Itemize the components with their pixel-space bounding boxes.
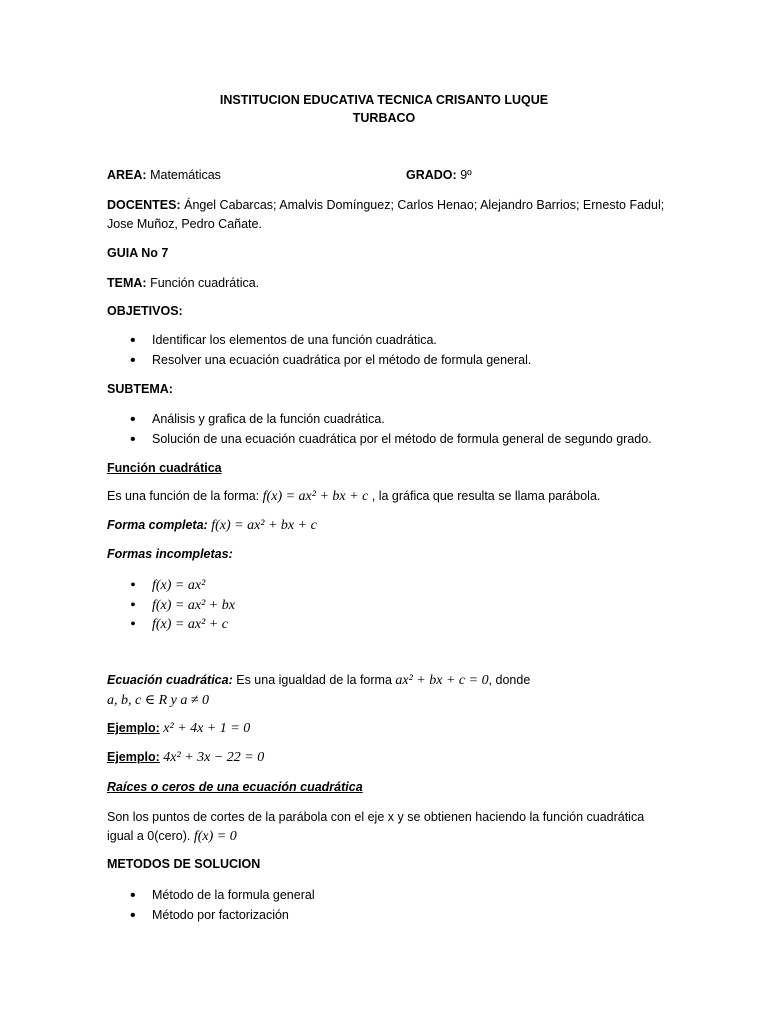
metodos-heading: METODOS DE SOLUCION [107, 857, 261, 871]
area-line [107, 168, 221, 182]
ejemplo-label: Ejemplo: [107, 750, 160, 764]
raices-text-1: Son los puntos de cortes de la parábola con el eje x y se obtienen haciendo la función cuadrática [107, 810, 645, 824]
ecuacion-text: Es una igualdad de la forma [236, 673, 392, 687]
subtema-heading: SUBTEMA: [107, 382, 173, 396]
area-value: Matemáticas [150, 168, 221, 182]
docentes-label: DOCENTES: [107, 198, 181, 212]
guia-number: GUIA No 7 [107, 246, 169, 260]
raices-text-2 [107, 829, 237, 845]
definition-prefix: Es una función de la forma: [107, 489, 260, 503]
raices-prefix: igual a 0(cero). [107, 829, 191, 843]
objetivos-list [130, 331, 531, 370]
list-item: • Método de la formula general [130, 886, 315, 906]
list-item: • f(x) = ax² [130, 576, 235, 596]
list-item: • f(x) = ax² + bx [130, 596, 235, 616]
grado-label: GRADO: [406, 168, 457, 182]
formas-incompletas-label: Formas incompletas: [107, 547, 233, 561]
ecuacion-label: Ecuación cuadrática: [107, 673, 233, 687]
raices-heading: Raíces o ceros de una ecuación cuadrática [107, 780, 363, 794]
funcion-heading: Función cuadrática [107, 461, 222, 475]
ejemplo-formula: 4x² + 3x − 22 = 0 [163, 750, 265, 765]
list-item: • Resolver una ecuación cuadrática por el método de formula general. [130, 351, 531, 371]
definition-suffix: , la gráfica que resulta se llama parábola. [371, 489, 601, 503]
list-item: • f(x) = ax² + c [130, 615, 235, 635]
ejemplo-formula: x² + 4x + 1 = 0 [163, 721, 251, 736]
ecuacion-conditions: a, b, c ∈ R y a ≠ 0 [107, 693, 210, 708]
docentes-names-2: Jose Muñoz, Pedro Cañate. [107, 217, 262, 231]
tema-line [107, 276, 259, 290]
list-item: • Solución de una ecuación cuadrática por el método de formula general de segundo grado. [130, 430, 652, 450]
raices-formula: f(x) = 0 [193, 829, 237, 844]
formas-incompletas-list [130, 576, 235, 635]
list-item: • Análisis y grafica de la función cuadrática. [130, 410, 652, 430]
metodos-list [130, 886, 315, 925]
grado-line [406, 168, 472, 182]
ejemplo-label: Ejemplo: [107, 721, 160, 735]
list-item: • Método por factorización [130, 906, 315, 926]
grado-value: 9º [460, 168, 472, 182]
definition-formula: f(x) = ax² + bx + c [262, 489, 369, 504]
ejemplo-1 [107, 721, 250, 737]
tema-value: Función cuadrática. [150, 276, 260, 290]
objetivos-heading: OBJETIVOS: [107, 304, 183, 318]
forma-completa-label: Forma completa: [107, 518, 208, 532]
ejemplo-2 [107, 750, 264, 766]
docentes-line-1 [107, 198, 664, 212]
subtema-list [130, 410, 652, 449]
school-title: INSTITUCION EDUCATIVA TECNICA CRISANTO LUQUE [219, 93, 549, 107]
ecuacion-donde: , donde [488, 673, 531, 687]
area-label: AREA: [107, 168, 147, 182]
forma-completa-line [107, 518, 317, 534]
town-title: TURBACO [352, 111, 416, 125]
forma-completa-formula: f(x) = ax² + bx + c [211, 518, 317, 533]
docentes-names-1: Ángel Cabarcas; Amalvis Domínguez; Carlos Henao; Alejandro Barrios; Ernesto Fadul; [184, 198, 665, 212]
tema-label: TEMA: [107, 276, 147, 290]
list-item: • Identificar los elementos de una función cuadrática. [130, 331, 531, 351]
funcion-definition [107, 489, 600, 505]
ecuacion-formula: ax² + bx + c = 0 [395, 673, 489, 688]
ecuacion-line-1 [107, 673, 530, 689]
